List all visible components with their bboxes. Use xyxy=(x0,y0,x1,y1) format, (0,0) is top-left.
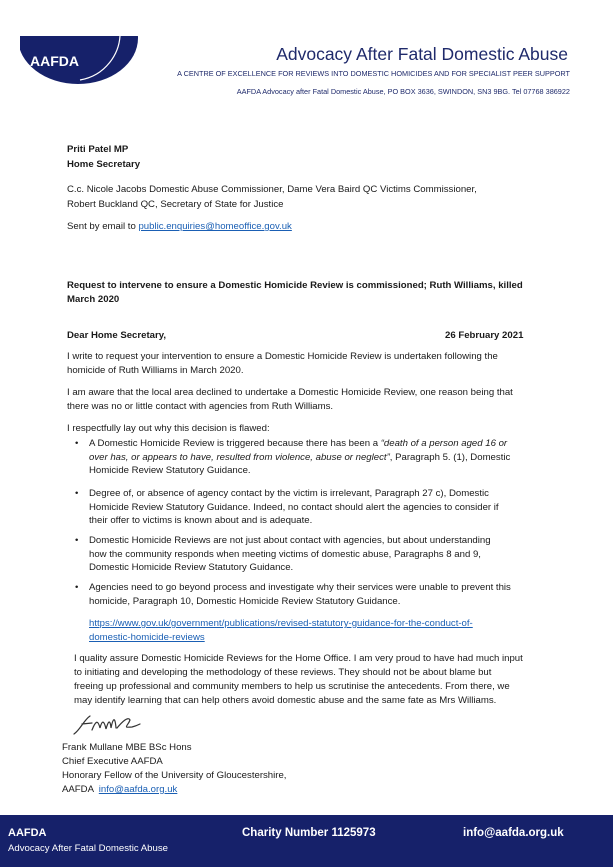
home-office-email-link[interactable]: public.enquiries@homeoffice.gov.uk xyxy=(138,221,292,232)
sent-by-prefix: Sent by email to xyxy=(67,221,139,232)
bullet-2-line-2: Homicide Review Statutory Guidance. Indeed, no contact should alert the agencies to consider if xyxy=(89,501,499,513)
signoff-name: Frank Mullane MBE BSc Hons xyxy=(62,742,192,753)
subject-line-2: March 2020 xyxy=(67,294,120,305)
bullet-4-line-1: Agencies need to go beyond process and investigate why their services were unable to prevent this xyxy=(89,582,511,593)
bullet-3-line-1: Domestic Homicide Reviews are not just about contact with agencies, but about understanding xyxy=(89,535,491,546)
guidance-link-line-1[interactable]: https://www.gov.uk/government/publications/revised-statutory-guidance-for-the-conduct-of- xyxy=(89,618,473,629)
salutation: Dear Home Secretary, xyxy=(67,330,167,341)
subject-line-1: Request to intervene to ensure a Domestic Homicide Review is commissioned; Ruth Williams, killed xyxy=(67,280,523,291)
closing-line-2: to initiating and developing the methodology of these reviews. They should not be about blame but xyxy=(74,667,492,678)
logo-text: AAFDA xyxy=(30,53,79,69)
cc-line-1: C.c. Nicole Jacobs Domestic Abuse Commissioner, Dame Vera Baird QC Victims Commissioner, xyxy=(67,184,477,195)
bullet-2-line-1: Degree of, or absence of agency contact by the victim is irrelevant, Paragraph 27 c), Domestic xyxy=(89,488,489,499)
letter-date: 26 February 2021 xyxy=(445,330,524,341)
paragraph-3: I respectfully lay out why this decision is flawed: xyxy=(67,423,270,434)
footer-charity-number: Charity Number 1125973 xyxy=(242,827,376,839)
bullet-1-text: A Domestic Homicide Review is triggered because there has been a xyxy=(89,438,381,449)
handwritten-signature xyxy=(70,712,142,738)
bullet-3-line-2: how the community responds when meeting victims of domestic abuse, Paragraphs 8 and 9, xyxy=(89,548,481,560)
bullet-1-text-cont: , Paragraph 5. (1), Domestic xyxy=(389,451,511,463)
signoff-role: Chief Executive AAFDA xyxy=(62,756,163,767)
bullet-1-quote: “death of a person aged 16 or xyxy=(380,438,508,449)
bullet-dot-icon: • xyxy=(75,488,79,499)
aafda-email-link[interactable]: info@aafda.org.uk xyxy=(98,784,178,795)
cc-line-2: Robert Buckland QC, Secretary of State for Justice xyxy=(67,199,284,210)
paragraph-2-line-1: I am aware that the local area declined to undertake a Domestic Homicide Review, one reason being that xyxy=(67,387,513,398)
footer-brand: AAFDA xyxy=(8,827,47,839)
paragraph-1-line-2: homicide of Ruth Williams in March 2020. xyxy=(67,365,244,376)
recipient-title: Home Secretary xyxy=(67,159,141,170)
bullet-dot-icon: • xyxy=(75,582,79,593)
bullet-3-line-3: Domestic Homicide Review Statutory Guidance. xyxy=(89,562,294,573)
paragraph-1-line-1: I write to request your intervention to ensure a Domestic Homicide Review is undertaken following the xyxy=(67,351,498,362)
closing-line-4: may identify learning that can help others avoid domestic abuse and the same fate as Mrs Williams. xyxy=(74,695,497,706)
signoff-email-prefix: AAFDA xyxy=(62,784,99,795)
sent-by xyxy=(67,220,292,234)
footer-subtitle: Advocacy After Fatal Domestic Abuse xyxy=(8,843,168,854)
bullet-dot-icon: • xyxy=(75,535,79,546)
bullet-dot-icon: • xyxy=(75,438,79,449)
signoff-fellow: Honorary Fellow of the University of Gloucestershire, xyxy=(62,770,287,781)
signoff-email-line xyxy=(62,783,177,797)
footer-bar xyxy=(0,815,613,867)
guidance-link-line-2[interactable]: domestic-homicide-reviews xyxy=(89,632,205,643)
closing-line-3: freeing up professional and community members to help us scrutinise the antecedents. From there, we xyxy=(74,681,510,692)
aafda-logo xyxy=(20,36,146,86)
list-item xyxy=(75,437,511,478)
bullet-2-line-3: their offer to victims is known about and is adequate. xyxy=(89,515,313,526)
recipient-name: Priti Patel MP xyxy=(67,144,129,155)
bullet-4-line-2: homicide, Paragraph 10, Domestic Homicide Review Statutory Guidance. xyxy=(89,595,401,607)
list-item xyxy=(75,534,491,575)
org-title: Advocacy After Fatal Domestic Abuse xyxy=(276,44,568,64)
org-tagline: A CENTRE OF EXCELLENCE FOR REVIEWS INTO DOMESTIC HOMICIDES AND FOR SPECIALIST PEER SUPPORT xyxy=(177,69,570,78)
list-item xyxy=(75,487,499,528)
bullet-1-text-end: Homicide Review Statutory Guidance. xyxy=(89,465,251,476)
closing-line-1: I quality assure Domestic Homicide Reviews for the Home Office. I am very proud to have had much input xyxy=(74,653,523,664)
org-address: AAFDA Advocacy after Fatal Domestic Abuse, PO BOX 3636, SWINDON, SN3 9BG. Tel 07768 386922 xyxy=(236,87,570,96)
list-item xyxy=(75,581,511,608)
footer-email: info@aafda.org.uk xyxy=(463,827,564,839)
paragraph-2-line-2: there was no or little contact with agencies from Ruth Williams. xyxy=(67,401,334,412)
bullet-1-quote-cont: over has, or appears to have, resulted from violence, abuse or neglect” xyxy=(89,451,390,463)
